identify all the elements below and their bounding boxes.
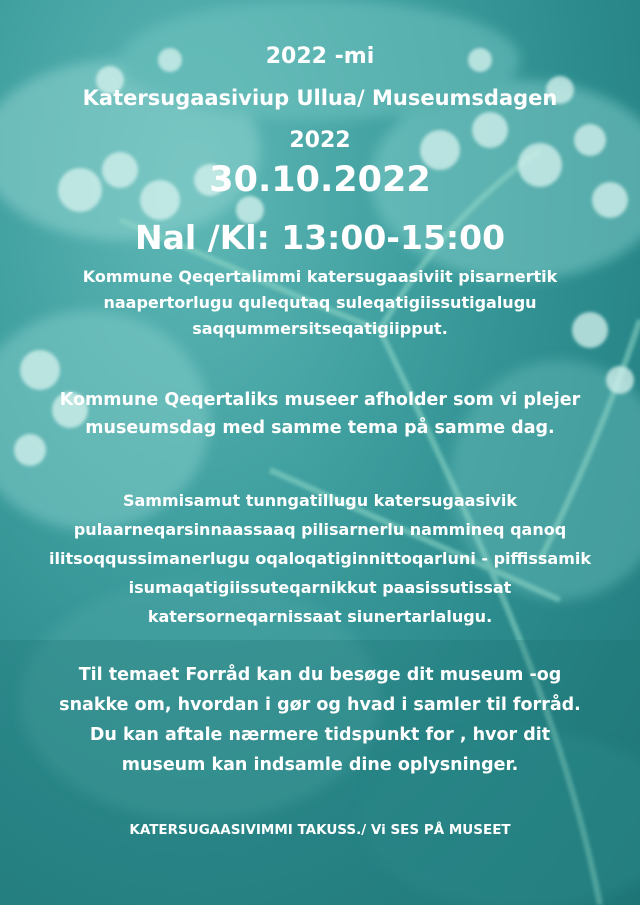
text-line: KATERSUGAASIVIMMI TAKUSS./ Vi SES PÅ MUSEET: [129, 822, 511, 838]
text-line: Til temaet Forråd kan du besøge dit museum -og: [78, 665, 562, 685]
body-greenlandic: [0, 486, 640, 631]
text-line: Kommune Qeqertalimmi katersugaasiviit pisarnertik: [82, 267, 558, 286]
text-line: ilitsoqqussimanerlugu oqaloqatiginnittoqarluni - piffissamik: [48, 549, 592, 568]
text-line: Du kan aftale nærmere tidspunkt for , hvor dit: [89, 725, 551, 745]
intro-greenlandic: [0, 264, 640, 342]
closing-line: [0, 820, 640, 840]
heading-title: Katersugaasiviup Ullua/ Museumsdagen: [82, 86, 558, 110]
heading-year-secondary: 2022: [289, 128, 351, 153]
text-line: Kommune Qeqertaliks museer afholder som vi plejer: [59, 390, 581, 410]
text-line: katersorneqarnissaat siunertarlalugu.: [147, 607, 493, 626]
text-line: isumaqatigiissuteqarnikkut paasissutissat: [128, 578, 512, 597]
heading-year: 2022 -mi: [265, 44, 375, 69]
body-danish: [0, 660, 640, 780]
text-line: pulaarneqarsinnaassaaq pilisarnerlu nammineq qanoq: [73, 520, 567, 539]
text-line: naapertorlugu qulequtaq suleqatigiissutigalugu: [103, 293, 537, 312]
text-line: saqqummersitseqatigiipput.: [192, 319, 448, 338]
intro-danish: [0, 386, 640, 442]
text-line: museumsdag med samme tema på samme dag.: [85, 418, 555, 438]
text-line: Sammisamut tunngatillugu katersugaasivik: [122, 491, 518, 510]
event-time: Nal /Kl: 13:00-15:00: [134, 218, 506, 257]
text-line: museum kan indsamle dine oplysninger.: [121, 755, 519, 775]
event-date: 30.10.2022: [209, 160, 431, 200]
text-line: snakke om, hvordan i gør og hvad i samler til forråd.: [59, 695, 581, 715]
